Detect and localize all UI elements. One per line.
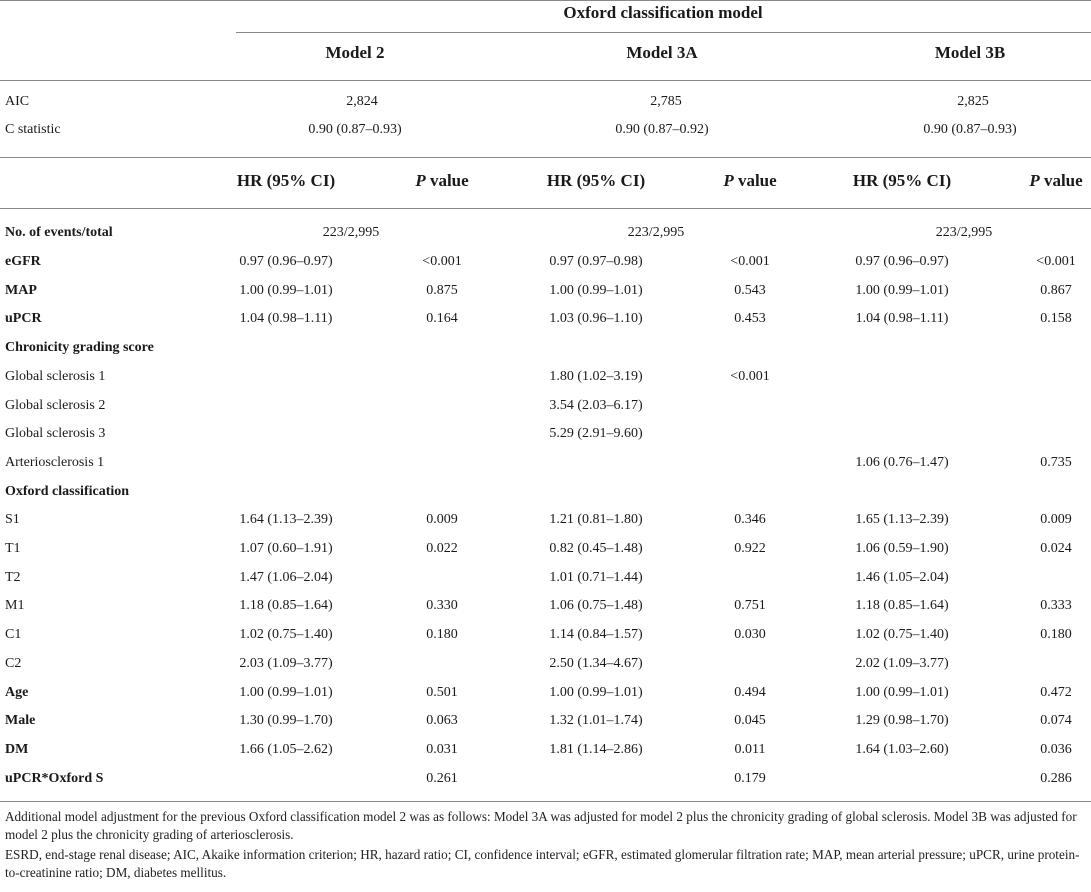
p-value-cell-m3b: 0.024 bbox=[1040, 541, 1072, 556]
hr-cell-m3a: 1.81 (1.14–2.86) bbox=[549, 742, 643, 757]
hr-cell-m3a: 1.21 (0.81–1.80) bbox=[549, 512, 643, 527]
events-model-3b: 223/2,995 bbox=[935, 225, 993, 240]
p-value-cell-m3a: 0.453 bbox=[734, 311, 766, 326]
row-label: Global sclerosis 3 bbox=[5, 426, 106, 441]
hr-cell-m2: 2.03 (1.09–3.77) bbox=[239, 656, 333, 671]
p-value-cell-m2: <0.001 bbox=[422, 254, 462, 269]
events-model-2: 223/2,995 bbox=[322, 225, 380, 240]
hr-cell-m2: 0.97 (0.96–0.97) bbox=[239, 254, 333, 269]
events-model-3a: 223/2,995 bbox=[627, 225, 685, 240]
p-value-cell-m3a: <0.001 bbox=[730, 254, 770, 269]
p-value-cell-m2: 0.180 bbox=[426, 627, 458, 642]
hr-cell-m3a: 3.54 (2.03–6.17) bbox=[549, 398, 643, 413]
row-label: Global sclerosis 1 bbox=[5, 369, 106, 384]
p-value-cell-m3a: 0.346 bbox=[734, 512, 766, 527]
hr-cell-m3a: 1.00 (0.99–1.01) bbox=[549, 283, 643, 298]
hr-cell-m2: 1.07 (0.60–1.91) bbox=[239, 541, 333, 556]
row-label: T2 bbox=[5, 570, 21, 585]
p-value-cell-m3b: 0.180 bbox=[1040, 627, 1072, 642]
p-value-cell-m3a: <0.001 bbox=[730, 369, 770, 384]
p-value-cell-m3b: 0.472 bbox=[1040, 685, 1072, 700]
group-title-underline bbox=[236, 32, 1091, 33]
p-value-cell-m3b: 0.009 bbox=[1040, 512, 1072, 527]
row-label: uPCR bbox=[5, 311, 42, 326]
p-value-cell-m2: 0.501 bbox=[426, 685, 458, 700]
hr-cell-m2: 1.02 (0.75–1.40) bbox=[239, 627, 333, 642]
c-statistic-model-2: 0.90 (0.87–0.93) bbox=[308, 122, 402, 137]
footnote-adjustment: Additional model adjustment for the previous Oxford classification model 2 was as follows: Model 3A was adjusted for model 2 plus the chronicity grading of global sclerosis. Model 3B was adjusted for model 2 plus the chronicity grading of arteriosclerosis. bbox=[5, 809, 1077, 842]
hr-header-model-2: HR (95% CI) bbox=[236, 171, 336, 190]
row-label: S1 bbox=[5, 512, 20, 527]
hr-cell-m3a: 0.82 (0.45–1.48) bbox=[549, 541, 643, 556]
aic-label: AIC bbox=[5, 94, 30, 109]
table-bottom-rule bbox=[0, 801, 1091, 802]
group-title: Oxford classification model bbox=[563, 3, 763, 22]
hr-cell-m2: 1.18 (0.85–1.64) bbox=[239, 598, 333, 613]
c-statistic-label: C statistic bbox=[5, 122, 61, 137]
p-value-cell-m3a: 0.494 bbox=[734, 685, 766, 700]
p-value-cell-m3a: 0.011 bbox=[734, 742, 766, 757]
row-label: C2 bbox=[5, 656, 22, 671]
hr-cell-m3a: 1.03 (0.96–1.10) bbox=[549, 311, 643, 326]
row-label: Global sclerosis 2 bbox=[5, 398, 106, 413]
model-2-header: Model 2 bbox=[325, 43, 385, 62]
hr-header-model-3b: HR (95% CI) bbox=[852, 171, 952, 190]
hr-cell-m3a: 2.50 (1.34–4.67) bbox=[549, 656, 643, 671]
row-label: Arteriosclerosis 1 bbox=[5, 455, 105, 470]
p-header-model-3b: P value bbox=[1029, 171, 1083, 190]
hr-cell-m3b: 1.00 (0.99–1.01) bbox=[855, 283, 949, 298]
p-value-cell-m2: 0.330 bbox=[426, 598, 458, 613]
p-value-cell-m3a: 0.179 bbox=[734, 771, 766, 786]
p-header-model-3a: P value bbox=[723, 171, 777, 190]
hr-cell-m2: 1.64 (1.13–2.39) bbox=[239, 512, 333, 527]
row-label: eGFR bbox=[5, 254, 41, 269]
row-label: Chronicity grading score bbox=[5, 340, 154, 355]
p-value-cell-m2: 0.031 bbox=[426, 742, 458, 757]
hr-header-model-3a: HR (95% CI) bbox=[546, 171, 646, 190]
p-value-cell-m2: 0.063 bbox=[426, 713, 458, 728]
row-label: C1 bbox=[5, 627, 22, 642]
hr-cell-m2: 1.00 (0.99–1.01) bbox=[239, 685, 333, 700]
hr-cell-m3b: 1.02 (0.75–1.40) bbox=[855, 627, 949, 642]
row-label: MAP bbox=[5, 283, 37, 298]
p-value-cell-m2: 0.164 bbox=[426, 311, 458, 326]
p-value-cell-m3b: 0.286 bbox=[1040, 771, 1072, 786]
hr-cell-m3b: 1.06 (0.76–1.47) bbox=[855, 455, 949, 470]
hr-cell-m2: 1.66 (1.05–2.62) bbox=[239, 742, 333, 757]
aic-model-3b: 2,825 bbox=[957, 94, 989, 109]
aic-model-3a: 2,785 bbox=[650, 94, 682, 109]
model-header-rule bbox=[0, 80, 1091, 81]
aic-model-2: 2,824 bbox=[346, 94, 378, 109]
c-statistic-model-3a: 0.90 (0.87–0.92) bbox=[615, 122, 709, 137]
table-top-rule bbox=[0, 0, 1091, 1]
hr-cell-m2: 1.04 (0.98–1.11) bbox=[239, 311, 333, 326]
p-value-cell-m2: 0.022 bbox=[426, 541, 458, 556]
hr-cell-m3b: 1.06 (0.59–1.90) bbox=[855, 541, 949, 556]
row-label: T1 bbox=[5, 541, 21, 556]
hr-cell-m3a: 1.00 (0.99–1.01) bbox=[549, 685, 643, 700]
row-label: Male bbox=[5, 713, 36, 728]
p-value-cell-m3a: 0.030 bbox=[734, 627, 766, 642]
hr-cell-m2: 1.47 (1.06–2.04) bbox=[239, 570, 333, 585]
p-value-cell-m3a: 0.543 bbox=[734, 283, 766, 298]
p-value-cell-m2: 0.009 bbox=[426, 512, 458, 527]
model-3b-header: Model 3B bbox=[934, 43, 1006, 62]
hr-cell-m3b: 1.18 (0.85–1.64) bbox=[855, 598, 949, 613]
p-value-cell-m3a: 0.751 bbox=[734, 598, 766, 613]
hr-cell-m3b: 2.02 (1.09–3.77) bbox=[855, 656, 949, 671]
hr-cell-m3a: 1.06 (0.75–1.48) bbox=[549, 598, 643, 613]
p-value-cell-m2: 0.875 bbox=[426, 283, 458, 298]
p-value-cell-m3b: 0.333 bbox=[1040, 598, 1072, 613]
events-label: No. of events/total bbox=[5, 225, 113, 240]
p-value-cell-m2: 0.261 bbox=[426, 771, 458, 786]
row-label: M1 bbox=[5, 598, 25, 613]
hr-cell-m3b: 0.97 (0.96–0.97) bbox=[855, 254, 949, 269]
p-value-cell-m3a: 0.045 bbox=[734, 713, 766, 728]
hr-cell-m3b: 1.46 (1.05–2.04) bbox=[855, 570, 949, 585]
hr-cell-m3a: 1.01 (0.71–1.44) bbox=[549, 570, 643, 585]
p-value-cell-m3b: 0.074 bbox=[1040, 713, 1072, 728]
p-value-cell-m3b: 0.735 bbox=[1040, 455, 1072, 470]
hr-cell-m2: 1.30 (0.99–1.70) bbox=[239, 713, 333, 728]
p-value-cell-m3b: <0.001 bbox=[1036, 254, 1076, 269]
p-header-model-2: P value bbox=[415, 171, 469, 190]
row-label: Oxford classification bbox=[5, 484, 130, 499]
hr-cell-m3a: 1.32 (1.01–1.74) bbox=[549, 713, 643, 728]
hr-cell-m3b: 1.04 (0.98–1.11) bbox=[855, 311, 949, 326]
p-value-cell-m3b: 0.158 bbox=[1040, 311, 1072, 326]
p-value-cell-m3a: 0.922 bbox=[734, 541, 766, 556]
hr-cell-m3b: 1.65 (1.13–2.39) bbox=[855, 512, 949, 527]
hr-cell-m3a: 5.29 (2.91–9.60) bbox=[549, 426, 643, 441]
fit-stats-rule bbox=[0, 157, 1091, 158]
row-label: DM bbox=[5, 742, 29, 757]
p-value-cell-m3b: 0.867 bbox=[1040, 283, 1072, 298]
column-header-rule bbox=[0, 208, 1091, 209]
hr-cell-m3b: 1.64 (1.03–2.60) bbox=[855, 742, 949, 757]
p-value-cell-m3b: 0.036 bbox=[1040, 742, 1072, 757]
hr-cell-m3b: 1.29 (0.98–1.70) bbox=[855, 713, 949, 728]
model-3a-header: Model 3A bbox=[626, 43, 698, 62]
hr-cell-m3a: 0.97 (0.97–0.98) bbox=[549, 254, 643, 269]
hr-cell-m3a: 1.80 (1.02–3.19) bbox=[549, 369, 643, 384]
hr-cell-m2: 1.00 (0.99–1.01) bbox=[239, 283, 333, 298]
footnote-abbreviations: ESRD, end-stage renal disease; AIC, Akaike information criterion; HR, hazard ratio; CI, confidence interval; eGFR, estimated glomerular filtration rate; MAP, mean arterial pressure; uPCR, urine protein-to-creatinine ratio; DM, diabetes mellitus. bbox=[5, 847, 1080, 880]
row-label: Age bbox=[5, 685, 29, 700]
row-label: uPCR*Oxford S bbox=[5, 771, 104, 786]
hr-cell-m3a: 1.14 (0.84–1.57) bbox=[549, 627, 643, 642]
c-statistic-model-3b: 0.90 (0.87–0.93) bbox=[923, 122, 1017, 137]
hr-cell-m3b: 1.00 (0.99–1.01) bbox=[855, 685, 949, 700]
